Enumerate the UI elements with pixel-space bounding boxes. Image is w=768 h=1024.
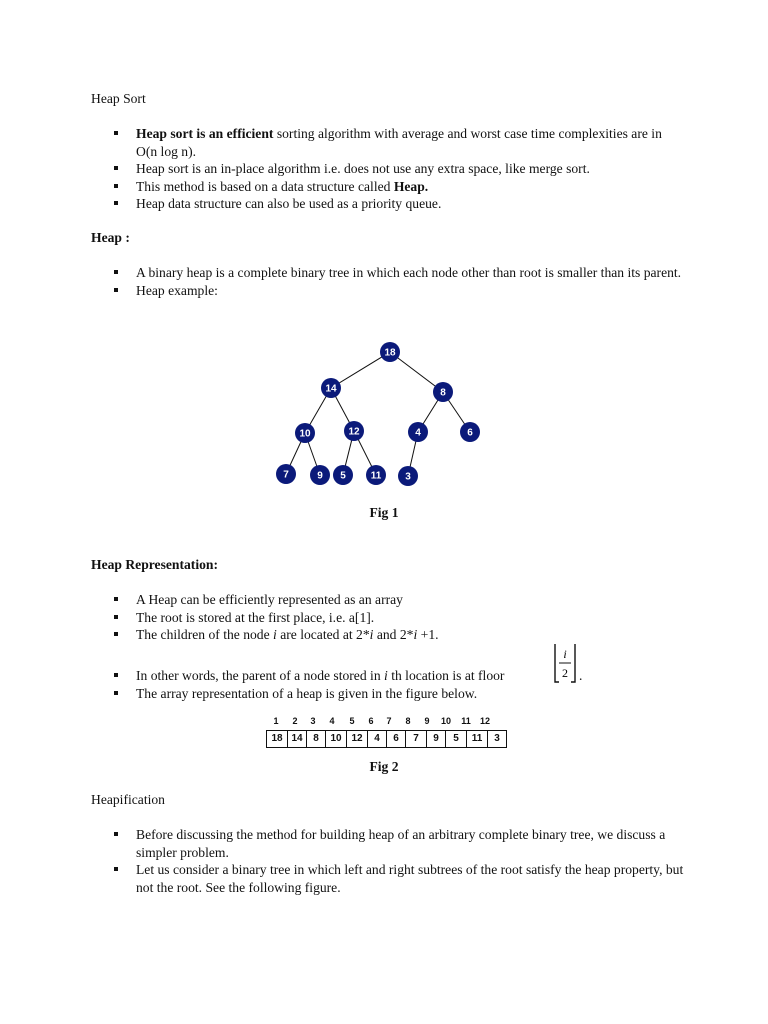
tree-node xyxy=(333,465,353,485)
floor-fraction xyxy=(551,642,579,684)
fraction-tail: . xyxy=(579,668,583,683)
fraction-numerator: i xyxy=(563,647,567,661)
array-index: 9 xyxy=(424,716,430,726)
item-text: A binary heap is a complete binary tree in which each node other than root is smaller than its parent. xyxy=(136,265,682,280)
array-cell: 4 xyxy=(368,731,387,747)
tree-node-label: 11 xyxy=(370,470,382,482)
array-figure xyxy=(266,716,507,748)
tree-node xyxy=(295,423,315,443)
page-title: Heap Sort xyxy=(91,91,146,106)
array-cell: 6 xyxy=(387,731,406,747)
array-index: 7 xyxy=(386,716,392,726)
array-cell: 14 xyxy=(288,731,307,747)
array-index: 1 xyxy=(273,716,279,726)
tree-node xyxy=(398,466,418,486)
tree-node xyxy=(276,464,296,484)
bullet-icon xyxy=(114,867,118,871)
list-item xyxy=(0,626,684,644)
item-text: In other words, the parent of a node stored in xyxy=(136,668,385,683)
tree-node xyxy=(460,422,480,442)
heap-tree-diagram xyxy=(0,0,768,500)
tree-node xyxy=(310,465,330,485)
item-text: +1. xyxy=(417,627,439,642)
item-text: Heap data structure can also be used as a priority queue. xyxy=(136,196,442,211)
array-cell: 7 xyxy=(406,731,427,747)
tree-node-label: 18 xyxy=(384,347,396,359)
italic-text: i xyxy=(369,627,374,642)
list-item xyxy=(0,591,684,609)
rep-list xyxy=(0,591,768,644)
array-cell: 10 xyxy=(326,731,347,747)
array-index: 5 xyxy=(349,716,355,726)
parent-list xyxy=(0,667,768,702)
tree-node-label: 10 xyxy=(299,428,311,440)
tree-node-label: 6 xyxy=(467,427,473,439)
item-text: th location is at floor xyxy=(387,668,505,683)
bold-text: Heap sort is an efficient xyxy=(136,126,274,141)
bullet-icon xyxy=(114,673,118,677)
bold-text: Heap. xyxy=(393,178,429,194)
tree-node xyxy=(408,422,428,442)
tree-node-label: 9 xyxy=(317,470,323,482)
item-text: and 2* xyxy=(373,627,414,642)
array-index: 10 xyxy=(440,716,451,726)
item-text: are located at 2* xyxy=(276,627,370,642)
tree-node-label: 3 xyxy=(405,471,411,483)
tree-node-label: 7 xyxy=(283,469,289,481)
array-cell: 11 xyxy=(467,731,488,747)
array-index: 4 xyxy=(329,716,335,726)
bullet-icon xyxy=(114,597,118,601)
tree-node xyxy=(433,382,453,402)
heapify-list xyxy=(0,826,768,896)
bullet-icon xyxy=(114,691,118,695)
tree-edge xyxy=(331,352,390,388)
item-text: The root is stored at the first place, i.e. a[1]. xyxy=(136,609,375,625)
bullet-icon xyxy=(114,615,118,619)
fig1-caption: Fig 1 xyxy=(369,505,399,520)
array-value-row xyxy=(266,730,507,748)
array-cell: 18 xyxy=(267,731,288,747)
item-text: The array representation of a heap is given in the figure below. xyxy=(136,685,478,701)
heapify-heading: Heapification xyxy=(91,792,165,807)
array-index: 12 xyxy=(479,716,490,726)
list-item xyxy=(0,685,684,703)
rep-heading: Heap Representation: xyxy=(91,557,218,572)
array-cell: 3 xyxy=(494,733,500,744)
tree-node-label: 4 xyxy=(415,427,421,439)
list-item xyxy=(0,861,684,896)
item-text: A Heap can be efficiently represented as an array xyxy=(136,592,403,607)
bullet-icon xyxy=(114,632,118,636)
array-index: 2 xyxy=(292,716,298,726)
array-index: 11 xyxy=(461,716,471,726)
item-text: Heap sort is an in-place algorithm i.e. does not use any extra space, like merge sort. xyxy=(136,161,590,176)
tree-node-label: 14 xyxy=(325,383,337,395)
fig2-caption: Fig 2 xyxy=(369,759,399,774)
tree-node xyxy=(344,421,364,441)
item-text: This method is based on a data structure called xyxy=(136,178,394,194)
array-cell: 8 xyxy=(307,731,326,747)
array-index: 8 xyxy=(405,716,411,726)
array-cell: 12 xyxy=(347,731,368,747)
fraction-denominator: 2 xyxy=(562,666,568,680)
bullet-icon xyxy=(114,832,118,836)
list-item xyxy=(0,826,684,861)
tree-node xyxy=(380,342,400,362)
tree-node xyxy=(366,465,386,485)
array-index: 6 xyxy=(368,716,374,726)
tree-node-label: 12 xyxy=(348,426,360,438)
italic-text: i xyxy=(273,627,277,642)
array-index-row xyxy=(266,716,507,730)
array-cell: 9 xyxy=(427,731,446,747)
item-text: sorting algorithm with average and worst case time complexities are in O(n log n). xyxy=(136,126,662,159)
array-cell: 5 xyxy=(446,731,467,747)
item-text: Let us consider a binary tree in which left and right subtrees of the root satisfy the heap property, but not the root. See the following figure. xyxy=(136,862,684,895)
item-text: The children of the node xyxy=(136,627,274,642)
italic-text: i xyxy=(384,668,388,683)
item-text: Heap example: xyxy=(136,282,218,298)
tree-node-label: 5 xyxy=(340,470,346,482)
heap-heading: Heap : xyxy=(91,230,130,245)
italic-text: i xyxy=(413,627,418,642)
item-text: Before discussing the method for building heap of an arbitrary complete binary tree, we discuss a simpler problem. xyxy=(136,827,666,860)
list-item xyxy=(0,609,684,627)
tree-node-label: 8 xyxy=(440,387,446,399)
tree-node xyxy=(321,378,341,398)
array-index: 3 xyxy=(310,716,316,726)
